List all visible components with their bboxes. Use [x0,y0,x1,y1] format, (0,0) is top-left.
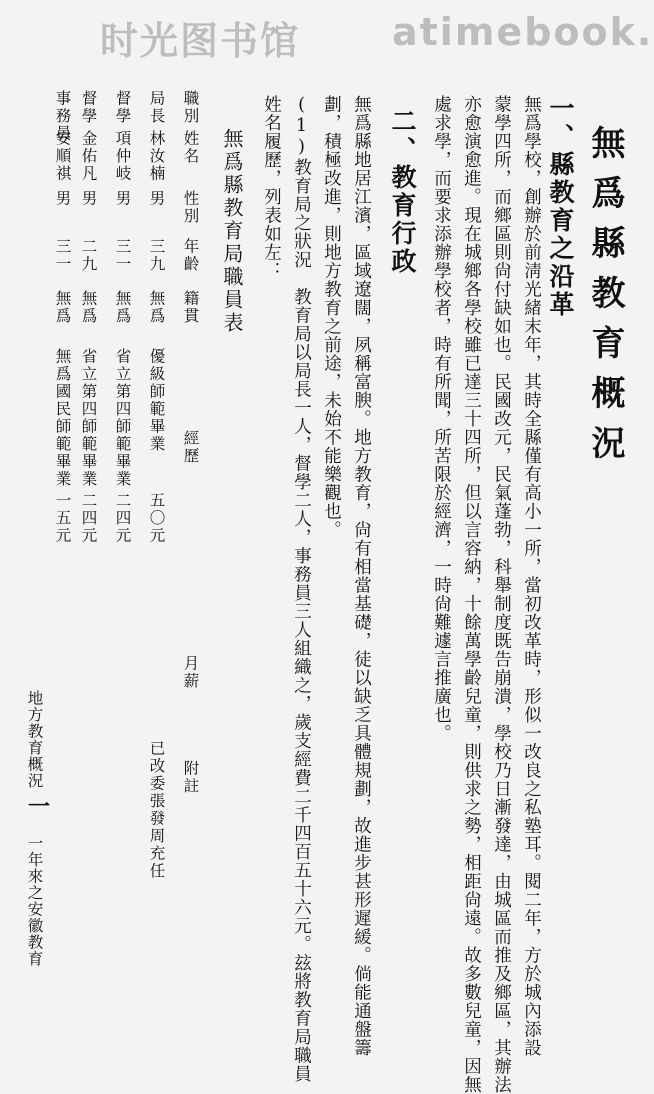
table-cell: 無爲國民師範畢業 [53,348,72,488]
table-cell: 項仲岐 [113,130,132,183]
table-header-cell: 附註 [181,760,200,795]
table-header-cell: 月薪 [181,655,200,690]
table-cell: 無爲 [79,290,98,325]
table-cell: 督學 [79,90,98,125]
table-cell: 三九 [147,238,166,273]
table-cell: 省立第四師範畢業 [113,348,132,488]
table-header-cell: 姓名 [181,130,200,165]
section-1-line: 處求學，而要求添辦學校者，時有所聞，所苦限於經濟，一時尙難遽言推廣也。 [431,95,452,743]
table-cell: 五〇元 [147,492,166,545]
watermark [0,10,654,66]
table-cell: 局長 [147,90,166,125]
table-cell: 二四元 [113,492,132,545]
section-2-line: 無爲縣地居江濱，區域遼闊，夙稱富腴。地方教育，尙有相當基礎，徒以缺乏具體規劃，故進步甚形遲緩。倘能通盤籌 [351,95,372,1057]
table-header-cell: 性別 [181,190,200,225]
table-header-cell: 年齡 [181,238,200,273]
footer-chapter: 地方教育概況 [25,690,44,789]
section-2-line: 姓名履歷，列表如左： [261,95,282,280]
table-cell: 省立第四師範畢業 [79,348,98,488]
section-2-line: (1)教育局之狀況 教育局以局長一人，督學二人，事務員三人組織之，歲支經費二千四百五十六元。玆將教育局職員 [291,95,312,1083]
table-cell: 安順祺 [53,130,72,183]
table-cell: 男 [79,190,98,208]
table-cell: 無爲 [53,290,72,325]
table-cell: 金佑凡 [79,130,98,183]
table-cell: 督學 [113,90,132,125]
table-cell: 已改委張發周充任 [147,740,166,880]
table-cell: 一五元 [53,492,72,545]
section-heading-2: 二、教育行政 [388,108,417,276]
watermark-en: atimebook. [392,10,654,54]
page-title: 無爲縣教育概況 [585,125,625,475]
page-number: 一 [28,794,51,820]
table-header-cell: 籍貫 [181,290,200,325]
table-cell: 無爲 [147,290,166,325]
section-1-line: 蒙學四所，而鄉區則尙付缺如也。民國改元，民氣蓬勃，科舉制度既告崩潰，學校乃日漸發達，由城區而推及鄉區，其辦法 [491,95,512,1094]
table-cell: 三一 [113,238,132,273]
table-cell: 二九 [79,238,98,273]
table-cell: 男 [53,190,72,208]
section-2-line: 劃，積極改進，則地方教育之前途，未始不能樂觀也。 [321,95,342,539]
section-1-line: 無爲學校，創辦於前淸光緒末年，其時全縣僅有高小一所，當初改革時，形似一改良之私塾耳。閱二年，方於城內添設 [521,95,542,1057]
table-cell: 林汝楠 [147,130,166,183]
table-cell: 事務員 [53,90,72,143]
table-cell: 三一 [53,238,72,273]
table-cell: 二四元 [79,492,98,545]
section-heading-1: 一、縣教育之沿革 [546,95,575,319]
table-cell: 男 [147,190,166,208]
table-cell: 無爲 [113,290,132,325]
table-header-cell: 職別 [181,90,200,125]
footer-book-title: 一年來之安徽教育 [25,835,44,967]
table-header-cell: 經歷 [181,430,200,465]
section-1-line: 亦愈演愈進。現在城鄉各學校雖已達三十四所，但以言容納，十餘萬學齡兒童，則供求之勢，相距尙遠。故多數兒童，因無 [461,95,482,1094]
watermark-cn: 时光图书馆 [100,19,301,63]
table-cell: 優級師範畢業 [147,348,166,453]
table-title: 無爲縣教育局職員表 [220,128,244,335]
table-cell: 男 [113,190,132,208]
